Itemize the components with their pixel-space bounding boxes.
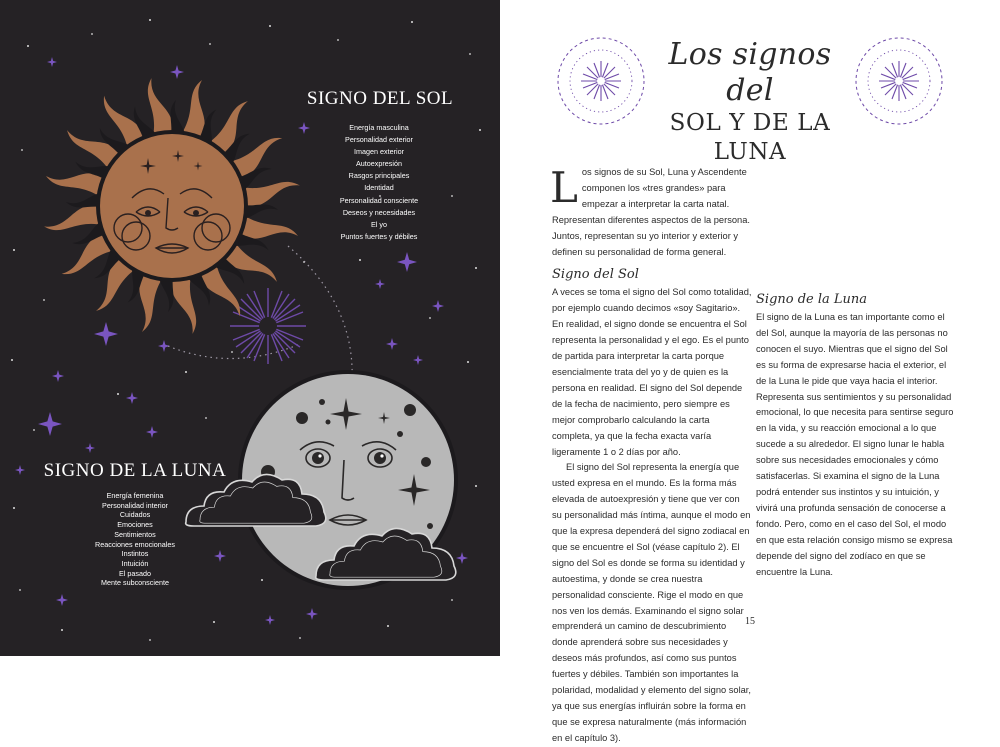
list-item: Cuidados [119,510,151,520]
column-spacer [756,165,956,285]
sun-section-heading: Signo del Sol [552,267,639,283]
left-page [0,0,500,656]
sun-sign-heading: SIGNO DEL SOL [306,88,454,109]
list-item: Energía masculina [349,123,409,132]
text-column-left [552,165,752,747]
list-item: Personalidad interior [102,500,168,510]
list-item: Sentimientos [114,529,156,539]
moon-section-heading: Signo de la Luna [756,292,868,307]
sun-paragraph: El signo del Sol representa la energía que usted expresa en el mundo. Es la forma más elevada de autoexpresión y tiene que ver con su personalidad más íntima, aunque el modo en que la expresa dependerá del signo zodiacal en que se encuentre el Sol (véase capítulo 2). El signo del Sol es donde se forma su identidad y autoestima, y donde se crea nuestra personalidad consciente. Rige el modo en que nos ven los demás. Examinando el signo solar emprenderá un camino de descubrimiento donde aprenderá sobre sus necesidades y deseos más profundos, así como sus puntos fuertes y débiles. También son importantes la polaridad, modalidad y elemento del signo solar, ya que sus energías influirán sobre la forma en que se expresa naturalmente (más información en el capítulo 3). [552,462,751,743]
title-caps-line: SOL Y DE LA [669,110,831,136]
list-item: Personalidad exterior [345,135,413,145]
sun-emblem-icon [854,36,944,126]
list-item: Emociones [117,520,153,530]
list-item: Autoexpresión [356,159,402,169]
drop-cap: L [550,163,578,212]
moon-traits-list [80,491,190,588]
list-item: Deseos y necesidades [342,207,416,217]
list-item: Reacciones emocionales [95,539,175,549]
list-item: Mente subconsciente [101,578,169,588]
sun-icon [43,77,301,335]
list-item: Identidad [364,183,394,193]
page-title [640,37,860,167]
sun-traits-list [320,122,438,243]
intro-text: os signos de su Sol, Luna y Ascendente componen los «tres grandes» para empezar a interpretar la carta natal. Representan diferentes aspectos de la persona. Juntos, representan su yo interior y exterior y definen su personalidad de forma general. [552,167,750,257]
list-item: Personalidad consciente [339,195,419,205]
sun-emblem-icon [556,36,646,126]
intro-paragraph [552,165,752,260]
list-item: Imagen exterior [354,147,404,157]
list-item: Puntos fuertes y débiles [340,231,418,241]
moon-paragraph: El signo de la Luna es tan importante como el del Sol, aunque la mayoría de las personas no conocen el suyo. Mientras que el signo del Sol es su forma de expresarse hacia el exterior, el de la Luna le pide que vaya hacia el interior. Representa sus sentimientos y su personalidad emocional, lo que necesita para sentirse seguro en la vida, y su reacción emocional a lo que sucede a su alrededor. El signo lunar le habla sobre sus necesidades emocionales y cómo satisfacerlas. Si examina el signo de la Luna podrá entender sus instintos y su intuición, y vivirá una profunda sensación de conocerse a fondo. Pero, como en el caso del Sol, el modo en que esta relación consigo mismo se expresa depende del signo del zodíaco en que se encuentre la Luna. [756,312,954,577]
page-number: 15 [745,616,755,627]
list-item: El yo [371,219,387,229]
list-item: Instintos [121,549,149,559]
starburst-icon [230,288,306,364]
sun-paragraph: A veces se toma el signo del Sol como totalidad, por ejemplo cuando decimos «soy Sagitario». En realidad, el signo donde se encuentra el Sol representa la personalidad y el ego. Es el punto de partida para interpretar la carta porque esencialmente trata del yo y de quien es la persona en realidad. El signo del Sol depende de la fecha de nacimiento, pero siempre es mejor comprobarlo calculando la carta completa, ya que la fecha exacta varía ligeramente 1 o 2 días por año. [552,287,752,457]
title-caps-line: LUNA [713,139,787,165]
moon-sign-heading: SIGNO DE LA LUNA [43,460,227,481]
text-column-right [756,165,956,580]
list-item: El pasado [119,568,151,578]
list-item: Energía femenina [106,491,164,500]
title-script-line: Los signos del [668,37,832,108]
list-item: Rasgos principales [348,171,410,181]
list-item: Intuición [121,558,149,568]
